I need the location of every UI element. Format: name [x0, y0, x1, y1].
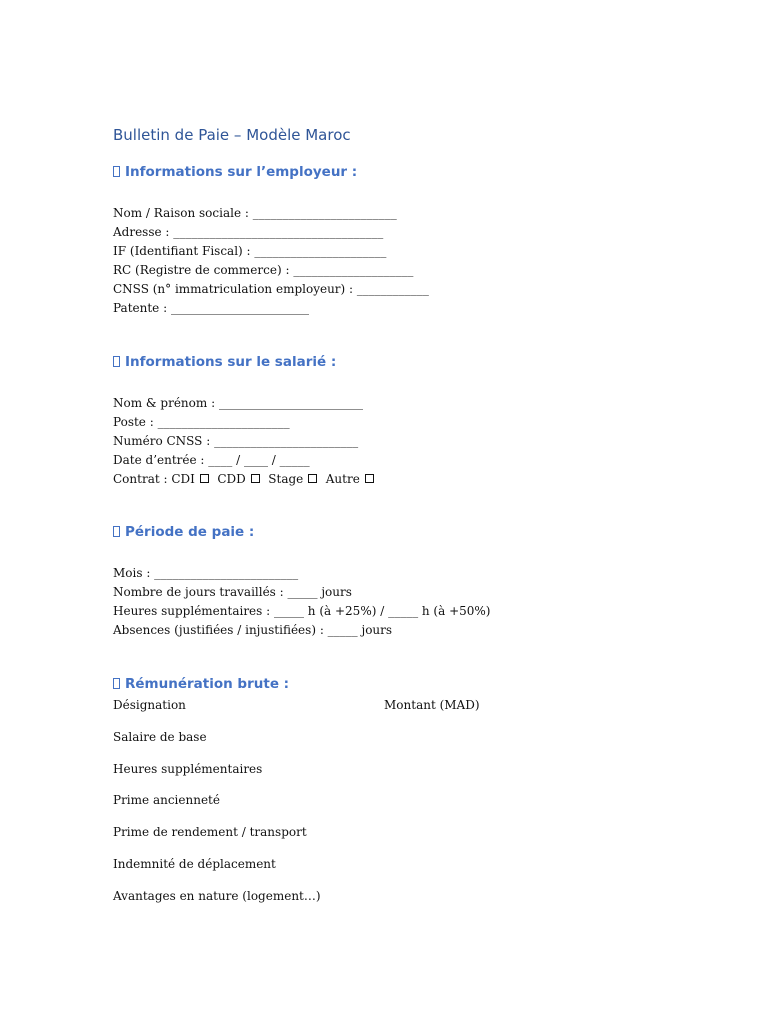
contract-option-cdd: CDD — [217, 472, 246, 486]
table-row: Prime de rendement / transport — [113, 825, 307, 839]
cdd-checkbox[interactable] — [251, 474, 260, 483]
cdi-checkbox[interactable] — [200, 474, 209, 483]
period-days-line: Nombre de jours travaillés : _____ jours — [113, 585, 352, 599]
employer-rc-line: RC (Registre de commerce) : ____________________ — [113, 263, 414, 277]
placeholder-icon — [113, 356, 120, 367]
contract-option-stage: Stage — [268, 472, 304, 486]
employer-heading-text: Informations sur l’employeur : — [125, 164, 358, 180]
document-title: Bulletin de Paie – Modèle Maroc — [113, 126, 351, 144]
employee-start-date-line: Date d’entrée : ____ / ____ / _____ — [113, 453, 310, 467]
placeholder-icon — [113, 526, 120, 537]
employer-patente-line: Patente : _______________________ — [113, 301, 309, 315]
contract-option-cdi: CDI — [171, 472, 195, 486]
employer-cnss-line: CNSS (n° immatriculation employeur) : ____________ — [113, 282, 429, 296]
employer-if-line: IF (Identifiant Fiscal) : ______________________ — [113, 244, 387, 258]
contract-label: Contrat : — [113, 472, 168, 486]
period-overtime-line: Heures supplémentaires : _____ h (à +25%) / _____ h (à +50%) — [113, 604, 491, 618]
employer-heading — [113, 164, 357, 180]
employer-address-line: Adresse : ___________________________________ — [113, 225, 384, 239]
table-row: Avantages en nature (logement…) — [113, 889, 321, 903]
period-heading — [113, 524, 254, 540]
period-heading-text: Période de paie : — [125, 524, 255, 540]
employee-cnss-line: Numéro CNSS : ________________________ — [113, 434, 359, 448]
period-absences-line: Absences (justifiées / injustifiées) : _____ jours — [113, 623, 393, 637]
employer-name-line: Nom / Raison sociale : ________________________ — [113, 206, 397, 220]
stage-checkbox[interactable] — [308, 474, 317, 483]
employee-position-line: Poste : ______________________ — [113, 415, 290, 429]
table-row: Salaire de base — [113, 730, 207, 744]
table-row: Heures supplémentaires — [113, 762, 263, 776]
table-row: Prime ancienneté — [113, 793, 220, 807]
gross-heading — [113, 676, 289, 692]
placeholder-icon — [113, 678, 120, 689]
table-row: Indemnité de déplacement — [113, 857, 276, 871]
employee-heading-text: Informations sur le salarié : — [125, 354, 337, 370]
employee-name-line: Nom & prénom : ________________________ — [113, 396, 363, 410]
placeholder-icon — [113, 166, 120, 177]
autre-checkbox[interactable] — [365, 474, 374, 483]
period-month-line: Mois : ________________________ — [113, 566, 299, 580]
column-header-designation: Désignation — [113, 698, 186, 712]
employee-heading — [113, 354, 336, 370]
contract-option-autre: Autre — [325, 472, 360, 486]
gross-heading-text: Rémunération brute : — [125, 676, 290, 692]
contract-type-line — [113, 470, 375, 489]
column-header-amount: Montant (MAD) — [384, 698, 480, 712]
